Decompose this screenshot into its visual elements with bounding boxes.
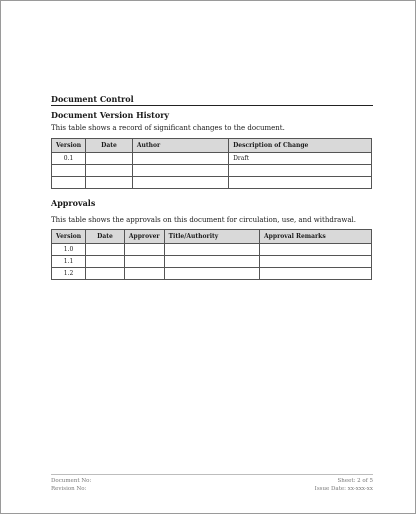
table-cell [86, 268, 125, 280]
table-cell [229, 177, 372, 189]
table-cell [86, 244, 125, 256]
table-cell: Draft [229, 153, 372, 165]
table-cell [86, 177, 133, 189]
table-cell [229, 165, 372, 177]
sheet-number: Sheet: 2 of 5 [337, 478, 373, 484]
version-history-intro: This table shows a record of significant changes to the document. [51, 124, 285, 132]
table-row [52, 177, 372, 189]
table-cell [132, 165, 228, 177]
document-no-label: Document No: [51, 478, 92, 484]
table-cell [132, 153, 228, 165]
table-cell: 1.0 [52, 244, 86, 256]
table-cell: 1.1 [52, 256, 86, 268]
table-header-row [52, 139, 372, 153]
table-cell [86, 256, 125, 268]
column-header: Approver [124, 230, 164, 244]
table-row [52, 153, 372, 165]
column-header: Version [52, 139, 86, 153]
approvals-heading: Approvals [51, 198, 96, 208]
table-row [52, 256, 372, 268]
table-cell [132, 177, 228, 189]
approvals-intro: This table shows the approvals on this document for circulation, use, and withdrawal. [51, 216, 356, 224]
table-cell [124, 244, 164, 256]
table-cell: 0.1 [52, 153, 86, 165]
table-cell [52, 165, 86, 177]
table-row [52, 165, 372, 177]
column-header: Title/Authority [164, 230, 259, 244]
version-history-heading: Document Version History [51, 110, 170, 120]
page-footer [51, 474, 373, 493]
version-history-table [51, 138, 372, 189]
approvals-table [51, 229, 372, 280]
table-cell [164, 256, 259, 268]
table-header-row [52, 230, 372, 244]
table-cell [86, 165, 133, 177]
table-cell [164, 244, 259, 256]
table-row [52, 244, 372, 256]
table-row [52, 268, 372, 280]
issue-date: Issue Date: xx-xxx-xx [314, 485, 373, 492]
section-title: Document Control [51, 94, 373, 106]
table-cell [124, 256, 164, 268]
table-cell [260, 268, 372, 280]
table-cell [260, 244, 372, 256]
column-header: Date [86, 230, 125, 244]
column-header: Date [86, 139, 133, 153]
table-cell [52, 177, 86, 189]
table-cell: 1.2 [52, 268, 86, 280]
column-header: Description of Change [229, 139, 372, 153]
table-cell [86, 153, 133, 165]
table-cell [260, 256, 372, 268]
revision-no-label: Revision No: [51, 485, 87, 492]
column-header: Author [132, 139, 228, 153]
table-cell [164, 268, 259, 280]
column-header: Approval Remarks [260, 230, 372, 244]
column-header: Version [52, 230, 86, 244]
table-cell [124, 268, 164, 280]
